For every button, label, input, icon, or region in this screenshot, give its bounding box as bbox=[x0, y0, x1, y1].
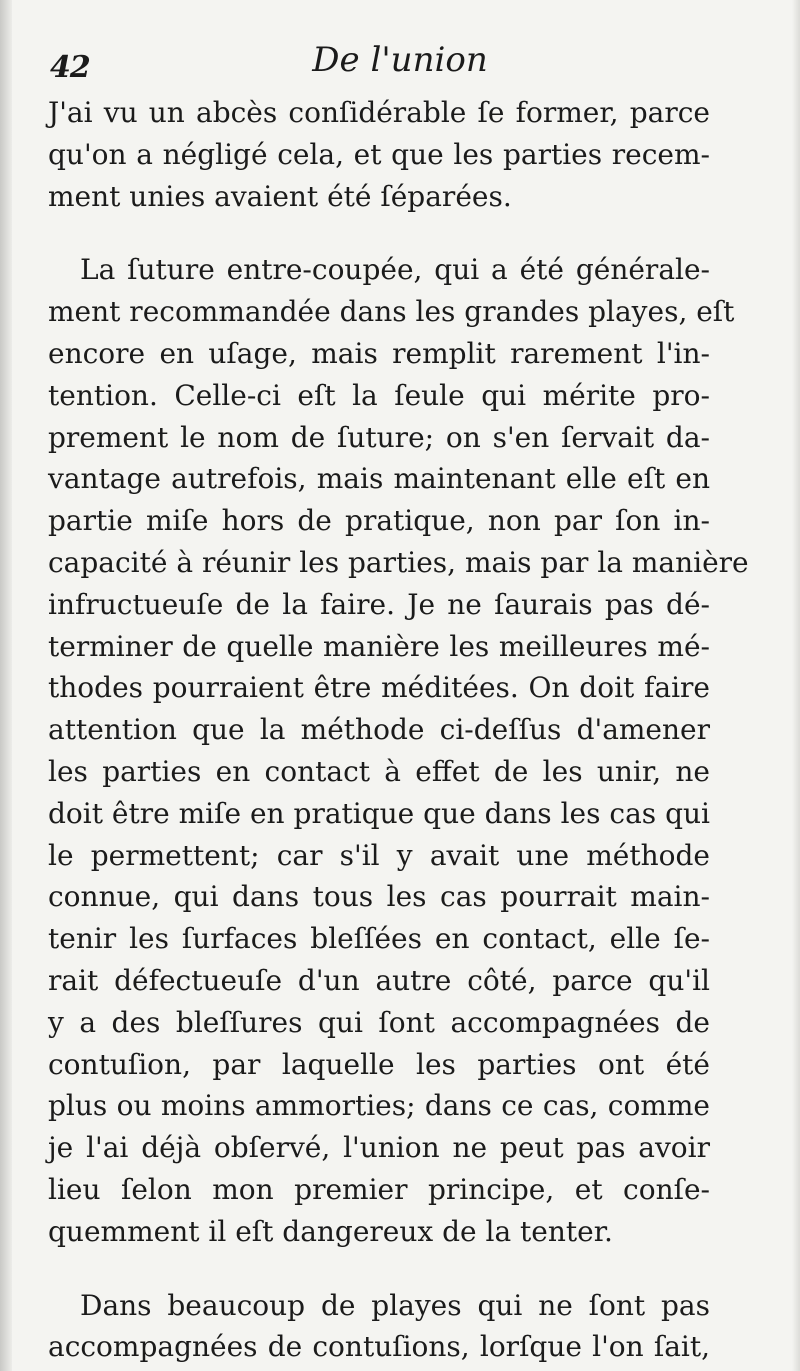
text-line: infructueuſe de la faire. Je ne ſaurais pas dé- bbox=[48, 587, 710, 621]
running-head bbox=[0, 40, 800, 86]
text-line: connue, qui dans tous les cas pourrait main- bbox=[48, 880, 710, 914]
page-edge-right bbox=[792, 0, 800, 1371]
text-line: tention. Celle-ci eſt la ſeule qui mérite pro- bbox=[48, 378, 710, 412]
text-line: vantage autrefois, mais maintenant elle eſt en bbox=[48, 462, 710, 496]
text-line: les parties en contact à effet de les unir, ne bbox=[48, 754, 710, 788]
running-title: De l'union bbox=[312, 40, 488, 80]
text-line: lieu ſelon mon premier principe, et conſe- bbox=[48, 1172, 710, 1206]
body-text bbox=[48, 92, 749, 1371]
text-line: attention que la méthode ci-deſſus d'amener bbox=[48, 713, 710, 747]
text-line: accompagnées de contuſions, lorſque l'on ſait, bbox=[48, 1330, 710, 1364]
text-line: La ſuture entre-coupée, qui a été générale- bbox=[80, 253, 710, 287]
text-line: rait défectueuſe d'un autre côté, parce qu'il bbox=[48, 963, 710, 997]
text-line: terminer de quelle manière les meilleures mé- bbox=[48, 629, 710, 663]
paragraph bbox=[48, 1285, 710, 1369]
text-line: quemment il eſt dangereux de la tenter. bbox=[48, 1214, 613, 1248]
text-line: qu'on a négligé cela, et que les parties recem- bbox=[48, 137, 710, 171]
text-line: Dans beaucoup de playes qui ne ſont pas bbox=[80, 1288, 710, 1322]
paragraph bbox=[48, 92, 710, 217]
text-line: ment unies avaient été ſéparées. bbox=[48, 179, 512, 213]
page-edge-left bbox=[0, 0, 12, 1371]
text-line: tenir les ſurfaces bleſſées en contact, elle ſe- bbox=[48, 922, 710, 956]
text-line: capacité à réunir les parties, mais par la manière bbox=[48, 545, 749, 579]
text-line: contuſion, par laquelle les parties ont été bbox=[48, 1047, 710, 1081]
text-line: encore en uſage, mais remplit rarement l'in- bbox=[48, 336, 710, 370]
text-line: J'ai vu un abcès conſidérable ſe former, parce bbox=[48, 96, 710, 129]
text-line: thodes pourraient être méditées. On doit faire bbox=[48, 671, 710, 705]
text-line: partie miſe hors de pratique, non par ſon in- bbox=[48, 504, 710, 538]
text-line: plus ou moins ammorties; dans ce cas, comme bbox=[48, 1089, 710, 1123]
page-number: 42 bbox=[50, 50, 90, 85]
text-line: doit être miſe en pratique que dans les cas qui bbox=[48, 796, 710, 830]
text-line: y a des bleſſures qui ſont accompagnées de bbox=[48, 1005, 710, 1039]
text-line: je l'ai déjà obſervé, l'union ne peut pas avoir bbox=[48, 1131, 710, 1165]
text-line: le permettent; car s'il y avait une méthode bbox=[48, 838, 710, 872]
text-line: ment recommandée dans les grandes playes, eſt bbox=[48, 295, 735, 329]
paragraph bbox=[48, 249, 749, 1252]
text-line: prement le nom de ſuture; on s'en ſervait da- bbox=[48, 420, 710, 454]
